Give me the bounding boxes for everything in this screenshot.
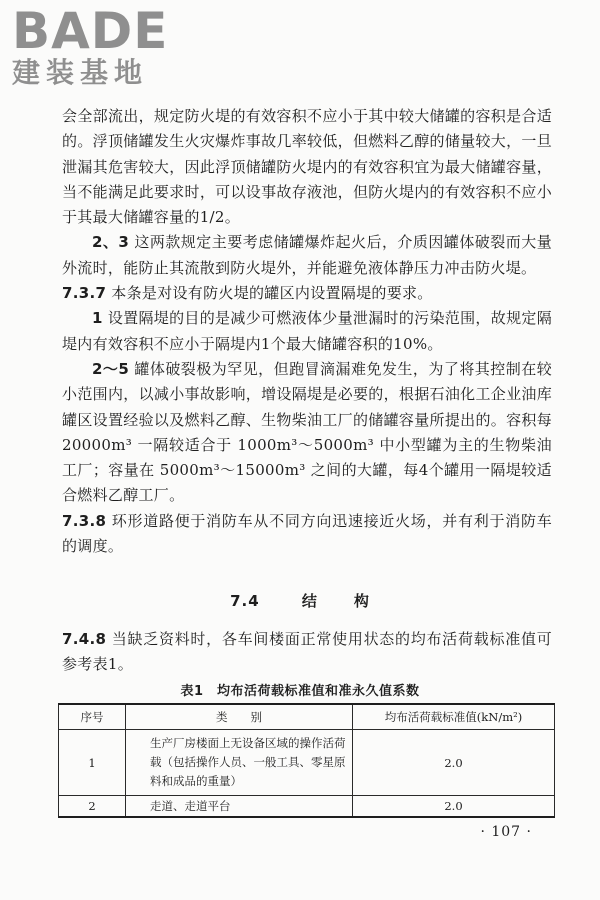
section-heading-number: 7.4 <box>230 592 260 610</box>
section-heading-title: 结 <box>301 592 318 610</box>
cell-category: 生产厂房楼面上无设备区域的操作活荷载（包括操作人员、一般工具、零星原料和成品的重量） <box>126 730 353 796</box>
clause-number: 1 <box>92 309 103 328</box>
paragraph-5 <box>62 357 552 509</box>
paragraph-3 <box>62 281 552 306</box>
paragraph-7 <box>62 627 552 678</box>
header-category: 类 别 <box>126 704 353 730</box>
body-text-lower <box>62 627 552 678</box>
cell-value: 2.0 <box>353 796 555 818</box>
section-number: 7.3.8 <box>62 511 107 530</box>
table-header-row <box>59 704 555 730</box>
header-value: 均布活荷载标准值(kN/m²) <box>353 704 555 730</box>
paragraph-2 <box>62 230 552 281</box>
paragraph-6 <box>62 509 552 560</box>
load-table <box>58 703 555 818</box>
paragraph-1: 会全部流出，规定防火堤的有效容积不应小于其中较大储罐的容积是合适的。浮顶储罐发生火灾爆炸事故几率较低，但燃料乙醇的储量较大，一旦泄漏其危害较大，因此浮顶储罐防火堤内的有效容积宜为最大储罐容量，当不能满足此要求时，可以设事故存液池，但防火堤内的有效容积不应小于其最大储罐容量的1/2。 <box>62 107 552 227</box>
table-caption: 表1 均布活荷载标准值和准永久值系数 <box>180 684 420 699</box>
clause-number: 2～5 <box>92 359 130 378</box>
clause-text: 这两款规定主要考虑储罐爆炸起火后，介质因罐体破裂而大量外流时，能防止其流散到防火堤外，并能避免液体静压力冲击防火堤。 <box>62 233 552 277</box>
section-text: 本条是对设有防火堤的罐区内设置隔堤的要求。 <box>111 284 433 303</box>
cell-no: 1 <box>59 730 126 796</box>
clause-text: 罐体破裂极为罕见，但跑冒滴漏难免发生，为了将其控制在较小范围内，以减小事故影响，增设隔堤是必要的，根据石油化工企业油库罐区设置经验以及燃料乙醇、生物柴油工厂的储罐容量所提出的。容积每 20000m³ 一隔较适合于 1000m³～5000m³ 中小型罐为主的生物柴油工厂；容量在 5000m³～15000m³ 之间的大罐，每4个罐用一隔堤较适合燃料乙醇工厂。 <box>62 359 552 505</box>
body-text-upper <box>62 104 552 559</box>
section-number: 7.4.8 <box>62 630 107 648</box>
cell-category: 走道、走道平台 <box>126 796 353 818</box>
header-no: 序号 <box>59 704 126 730</box>
clause-number: 2、3 <box>92 233 130 252</box>
bade-logo <box>12 2 212 94</box>
section-heading <box>0 590 600 611</box>
clause-text: 设置隔堤的目的是减少可燃液体少量泄漏时的污染范围，故规定隔堤内有效容积不应小于隔堤内1个最大储罐容积的10%。 <box>62 309 552 353</box>
section-number: 7.3.7 <box>62 284 107 303</box>
table-row <box>59 796 555 818</box>
table-row <box>59 730 555 796</box>
section-text: 环形道路便于消防车从不同方向迅速接近火场，并有利于消防车的调度。 <box>62 511 552 556</box>
cell-value: 2.0 <box>353 730 555 796</box>
page-number: · 107 · <box>480 824 532 840</box>
logo-wordmark: BADE <box>12 2 169 60</box>
logo-subtitle: 建装基地 <box>12 56 149 89</box>
paragraph-4 <box>62 306 552 357</box>
section-heading-title-2: 构 <box>353 592 370 610</box>
section-text: 当缺乏资料时，各车间楼面正常使用状态的均布活荷载标准值可参考表1。 <box>62 630 552 674</box>
cell-no: 2 <box>59 796 126 818</box>
